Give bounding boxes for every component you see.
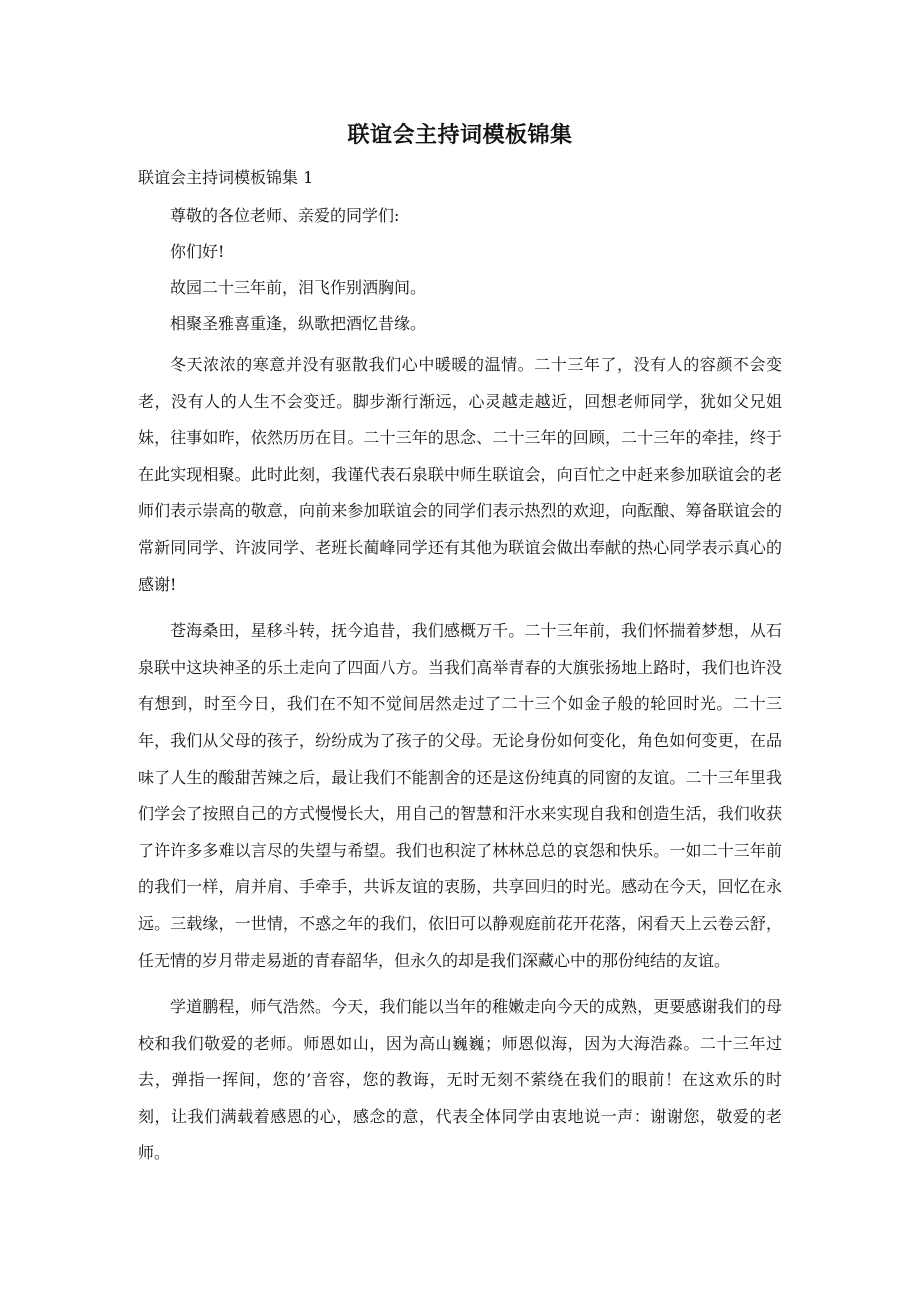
- greeting-paragraph: 尊敬的各位老师、亲爱的同学们:: [170, 206, 400, 225]
- verse-line-1: 故园二十三年前，泪飞作别洒胸间。: [170, 278, 427, 297]
- salutation-paragraph: 你们好!: [170, 242, 225, 261]
- body-paragraph-2: 苍海桑田，星移斗转，抚今追昔，我们感概万千。二十三年前，我们怀揣着梦想，从石泉联中这块神圣的乐土走向了四面八方。当我们高举青春的大旗张扬地上路时，我们也许没有想到，时至今日，我们在不知不觉间居然走过了二十三个如金子般的轮回时光。二十三年，我们从父母的孩子，纷纷成为了孩子的父母。无论身份如何变化，角色如何变更，在品味了人生的酸甜苦辣之后，最让我们不能割舍的还是这份纯真的同窗的友谊。二十三年里我们学会了按照自己的方式慢慢长大，用自己的智慧和汗水来实现自我和创造生活，我们收获了许许多多难以言尽的失望与希望。我们也积淀了林林总总的哀怨和快乐。一如二十三年前的我们一样，肩并肩、手牵手，共诉友谊的衷肠，共享回归的时光。感动在今天，回忆在永远。三载缘，一世情，不惑之年的我们，依旧可以静观庭前花开花落，闲看天上云卷云舒，任无情的岁月带走易逝的青春韶华，但永久的却是我们深藏心中的那份纯结的友谊。: [138, 621, 782, 970]
- document-title: 联谊会主持词模板锦集: [347, 123, 573, 148]
- verse-line-2: 相聚圣雅喜重逢，纵歌把酒忆昔缘。: [170, 314, 427, 333]
- body-paragraph-3: 学道鹏程，师气浩然。今天，我们能以当年的稚嫩走向今天的成熟，更要感谢我们的母校和我们敬爱的老师。师恩如山，因为高山巍巍；师恩似海，因为大海浩淼。二十三年过去，弹指一挥间，您的’音容，您的教诲，无时无刻不萦绕在我们的眼前！在这欢乐的时刻，让我们满载着感恩的心，感念的意，代表全体同学由衷地说一声：谢谢您，敬爱的老师。: [138, 997, 782, 1163]
- document-body: [138, 158, 782, 1172]
- section-heading: 联谊会主持词模板锦集 1: [138, 168, 314, 187]
- body-paragraph-1: 冬天浓浓的寒意并没有驱散我们心中暖暖的温情。二十三年了，没有人的容颜不会变老，没有人的人生不会变迁。脚步渐行渐远，心灵越走越近，回想老师同学，犹如父兄姐妹，往事如昨，依然历历在目。二十三年的思念、二十三年的回顾，二十三年的牵挂，终于在此实现相聚。此时此刻，我谨代表石泉联中师生联谊会，向百忙之中赶来参加联谊会的老师们表示崇高的敬意，向前来参加联谊会的同学们表示热烈的欢迎，向酝酿、筹备联谊会的常新同同学、许波同学、老班长蔺峰同学还有其他为联谊会做出奉献的热心同学表示真心的感谢!: [138, 355, 782, 594]
